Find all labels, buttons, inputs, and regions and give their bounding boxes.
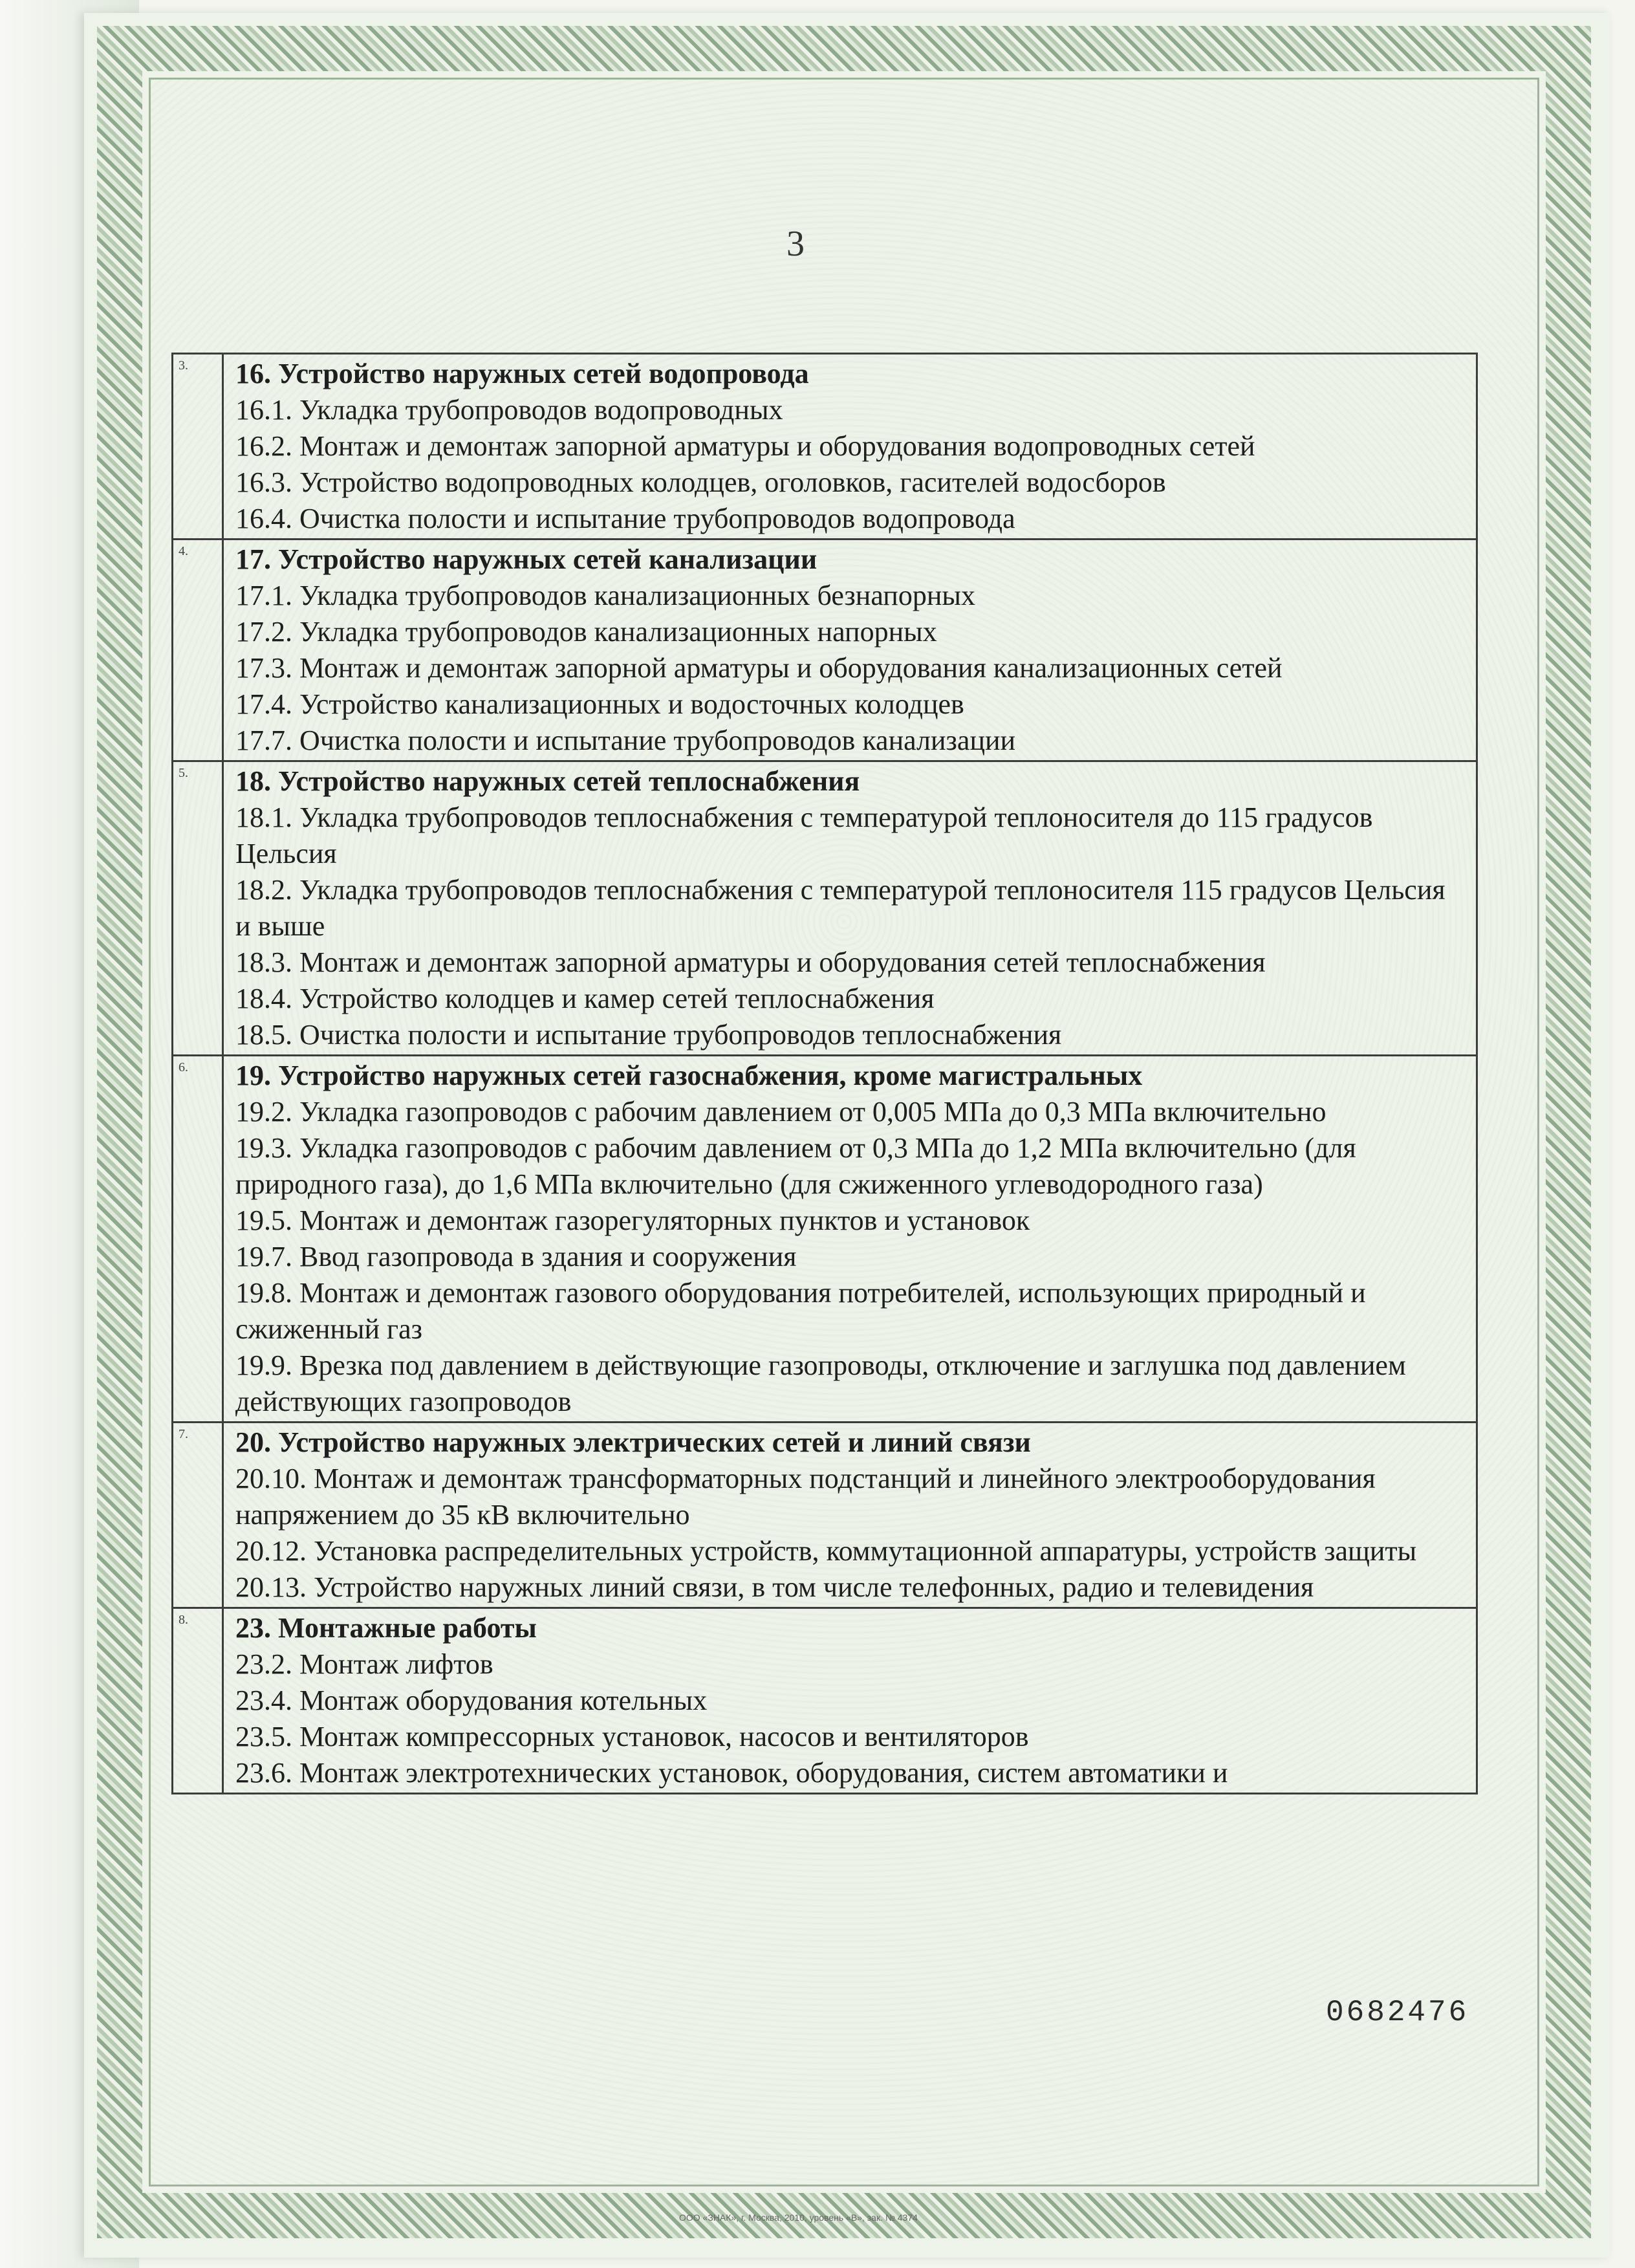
section-item: 18.1. Укладка трубопроводов теплоснабжения с температурой теплоносителя до 115 градусов Цельсия: [235, 801, 1373, 869]
section-item: 18.3. Монтаж и демонтаж запорной арматуры и оборудования сетей теплоснабжения: [235, 946, 1266, 978]
row-content: [223, 1423, 1477, 1608]
work-types-table: [171, 353, 1478, 1794]
row-content: [223, 354, 1477, 540]
table-row: [173, 1056, 1477, 1423]
section-item: 23.6. Монтаж электротехнических установок, оборудования, систем автоматики и: [235, 1757, 1228, 1789]
section-item: 17.2. Укладка трубопроводов канализационных напорных: [235, 616, 937, 648]
section-item: 19.9. Врезка под давлением в действующие газопроводы, отключение и заглушка под давлением действующих газопроводов: [235, 1349, 1406, 1417]
section-title: 20. Устройство наружных электрических сетей и линий связи: [235, 1426, 1031, 1458]
section-item: 17.7. Очистка полости и испытание трубопроводов канализации: [235, 725, 1016, 756]
section-title: 23. Монтажные работы: [235, 1612, 537, 1644]
row-number: 5.: [173, 761, 223, 1056]
section-item: 17.1. Укладка трубопроводов канализационных безнапорных: [235, 580, 975, 611]
table-row: [173, 761, 1477, 1056]
section-item: 20.10. Монтаж и демонтаж трансформаторных подстанций и линейного электрооборудования напряжением до 35 кВ включительно: [235, 1463, 1376, 1531]
section-item: 18.5. Очистка полости и испытание трубопроводов теплоснабжения: [235, 1019, 1062, 1051]
section-item: 19.5. Монтаж и демонтаж газорегуляторных пунктов и установок: [235, 1205, 1030, 1236]
section-item: 16.2. Монтаж и демонтаж запорной арматуры и оборудования водопроводных сетей: [235, 430, 1255, 462]
row-number: 4.: [173, 540, 223, 761]
row-content: [223, 1608, 1477, 1794]
table-row: [173, 354, 1477, 540]
serial-number: 0682476: [1326, 1996, 1469, 2029]
section-item: 16.3. Устройство водопроводных колодцев, оголовков, гасителей водосборов: [235, 466, 1166, 498]
section-title: 17. Устройство наружных сетей канализации: [235, 543, 817, 575]
table-row: [173, 540, 1477, 761]
section-item: 20.12. Установка распределительных устройств, коммутационной аппаратуры, устройств защиты: [235, 1535, 1417, 1567]
row-number: 8.: [173, 1608, 223, 1794]
section-item: 17.3. Монтаж и демонтаж запорной арматуры и оборудования канализационных сетей: [235, 652, 1283, 684]
section-item: 18.2. Укладка трубопроводов теплоснабжения с температурой теплоносителя 115 градусов Цельсия и выше: [235, 874, 1446, 942]
section-item: 18.4. Устройство колодцев и камер сетей теплоснабжения: [235, 983, 935, 1014]
row-content: [223, 1056, 1477, 1423]
row-content: [223, 540, 1477, 761]
row-number: 6.: [173, 1056, 223, 1423]
table-row: [173, 1608, 1477, 1794]
section-item: 19.7. Ввод газопровода в здания и сооружения: [235, 1241, 797, 1272]
section-item: 17.4. Устройство канализационных и водосточных колодцев: [235, 688, 964, 720]
page-number: 3: [786, 224, 805, 264]
section-item: 23.2. Монтаж лифтов: [235, 1648, 493, 1680]
section-item: 20.13. Устройство наружных линий связи, в том числе телефонных, радио и телевидения: [235, 1571, 1314, 1603]
row-content: [223, 761, 1477, 1056]
section-item: 23.5. Монтаж компрессорных установок, насосов и вентиляторов: [235, 1721, 1029, 1752]
section-item: 23.4. Монтаж оборудования котельных: [235, 1685, 708, 1716]
row-number: 7.: [173, 1423, 223, 1608]
section-item: 19.2. Укладка газопроводов с рабочим давлением от 0,005 МПа до 0,3 МПа включительно: [235, 1096, 1326, 1128]
section-item: 16.1. Укладка трубопроводов водопроводных: [235, 394, 783, 426]
section-title: 16. Устройство наружных сетей водопровода: [235, 358, 809, 389]
section-item: 16.4. Очистка полости и испытание трубопроводов водопровода: [235, 503, 1015, 534]
row-number: 3.: [173, 354, 223, 540]
section-item: 19.8. Монтаж и демонтаж газового оборудования потребителей, использующих природный и сжиженный газ: [235, 1277, 1366, 1345]
printer-imprint: ООО «ЗНАК», г. Москва, 2010, уровень «В», зак. № 4374: [679, 2212, 918, 2223]
section-title: 18. Устройство наружных сетей теплоснабжения: [235, 765, 860, 797]
section-item: 19.3. Укладка газопроводов с рабочим давлением от 0,3 МПа до 1,2 МПа включительно (для природного газа), до 1,6 МПа включительно (для сжиженного углеводородного газа): [235, 1132, 1356, 1200]
table-row: [173, 1423, 1477, 1608]
section-title: 19. Устройство наружных сетей газоснабжения, кроме магистральных: [235, 1060, 1143, 1091]
